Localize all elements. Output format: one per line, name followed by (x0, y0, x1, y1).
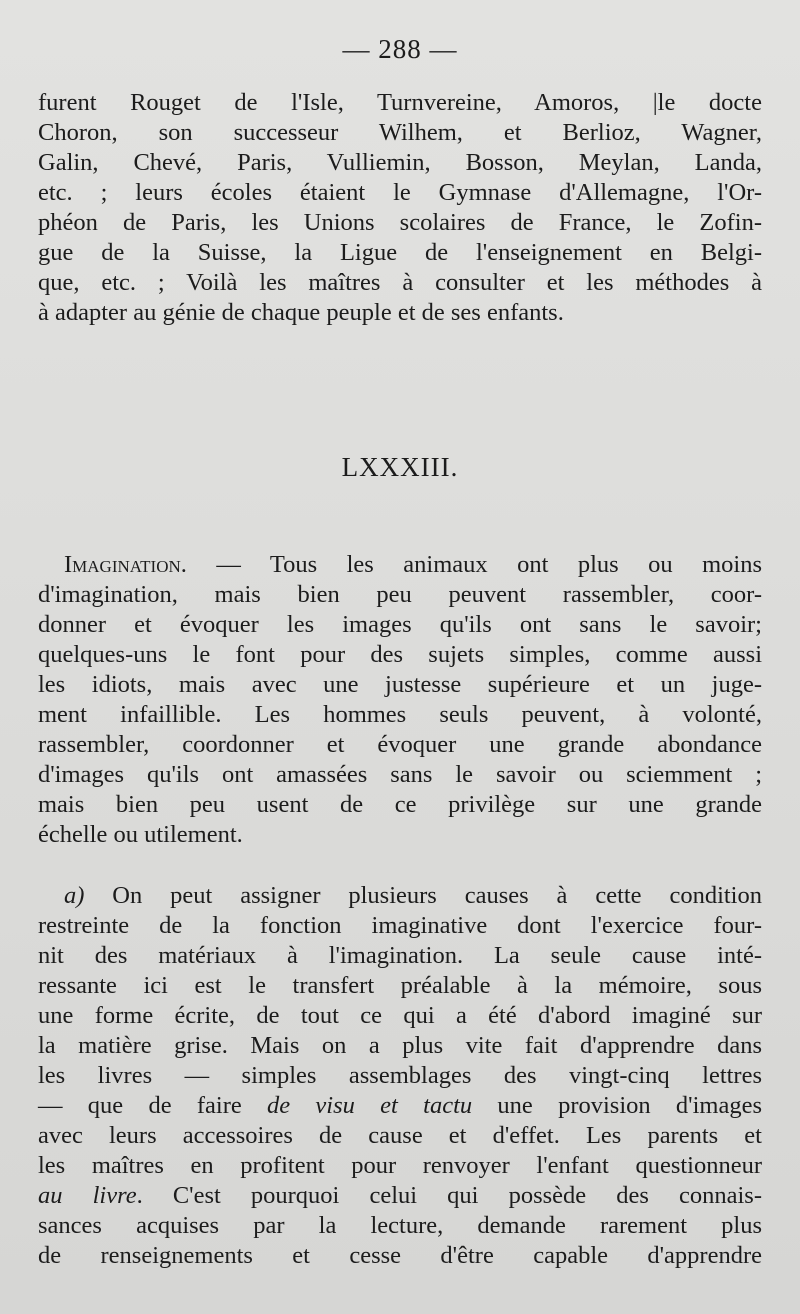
text-line: la matière grise. Mais on a plus vite fait d'apprendre dans (38, 1032, 762, 1059)
text-fragment: . C'est pourquoi celui qui possède des connais- (136, 1182, 762, 1209)
text-line (38, 1181, 762, 1211)
text-line: de renseignements et cesse d'être capable d'apprendre (38, 1242, 762, 1269)
text-line: etc. ; leurs écoles étaient le Gymnase d'Allemagne, l'Or- (38, 179, 762, 206)
paragraph-continuation (38, 88, 762, 328)
text-line: ressante ici est le transfert préalable à la mémoire, sous (38, 972, 762, 999)
paragraph-imagination (38, 550, 762, 850)
list-marker: a) (64, 882, 85, 909)
chapter-heading: LXXXIII. (341, 452, 459, 482)
page-number: — 288 — (342, 34, 458, 64)
text-line: restreinte de la fonction imaginative dont l'exercice four- (38, 912, 762, 939)
paragraph-a (38, 881, 762, 1271)
text-line: quelques-uns le font pour des sujets simples, comme aussi (38, 641, 762, 668)
text-line: Galin, Chevé, Paris, Vulliemin, Bosson, Meylan, Landa, (38, 149, 762, 176)
text-line (38, 1091, 762, 1121)
text-line: à adapter au génie de chaque peuple et de ses enfants. (38, 299, 564, 326)
text-line: gue de la Suisse, la Ligue de l'enseignement en Belgi- (38, 239, 762, 266)
italic-phrase: au livre (38, 1182, 137, 1209)
section-lead-word: Imagination. (64, 551, 187, 578)
text-line (38, 881, 762, 911)
text-line: mais bien peu usent de ce privilège sur une grande (38, 791, 762, 818)
text-fragment: — Tous les animaux ont plus ou moins (186, 551, 762, 578)
text-line: furent Rouget de l'Isle, Turnvereine, Amoros, |le docte (38, 89, 762, 116)
text-line: d'imagination, mais bien peu peuvent rassembler, coor- (38, 581, 762, 608)
text-line: sances acquises par la lecture, demande rarement plus (38, 1212, 762, 1239)
text-line: donner et évoquer les images qu'ils ont sans le savoir; (38, 611, 762, 638)
text-line: que, etc. ; Voilà les maîtres à consulter et les méthodes à (38, 269, 762, 296)
text-line: avec leurs accessoires de cause et d'effet. Les parents et (38, 1122, 762, 1149)
text-line: les idiots, mais avec une justesse supérieure et un juge- (38, 671, 762, 698)
text-line (38, 550, 762, 580)
text-fragment: On peut assigner plusieurs causes à cette condition (84, 882, 762, 909)
text-line: nit des matériaux à l'imagination. La seule cause inté- (38, 942, 762, 969)
text-line: échelle ou utilement. (38, 821, 243, 848)
text-line: rassembler, coordonner et évoquer une grande abondance (38, 731, 762, 758)
text-line: ment infaillible. Les hommes seuls peuvent, à volonté, (38, 701, 762, 728)
text-fragment: une provision d'images (472, 1092, 762, 1119)
text-line: les livres — simples assemblages des vingt-cinq lettres (38, 1062, 762, 1089)
text-line: une forme écrite, de tout ce qui a été d'abord imaginé sur (38, 1002, 762, 1029)
italic-phrase: de visu et tactu (267, 1092, 473, 1119)
text-line: les maîtres en profitent pour renvoyer l'enfant questionneur (38, 1152, 762, 1179)
text-line: Choron, son successeur Wilhem, et Berlioz, Wagner, (38, 119, 762, 146)
text-line: phéon de Paris, les Unions scolaires de France, le Zofin- (38, 209, 762, 236)
text-fragment: — que de faire (38, 1092, 268, 1119)
text-line: d'images qu'ils ont amassées sans le savoir ou sciemment ; (38, 761, 762, 788)
